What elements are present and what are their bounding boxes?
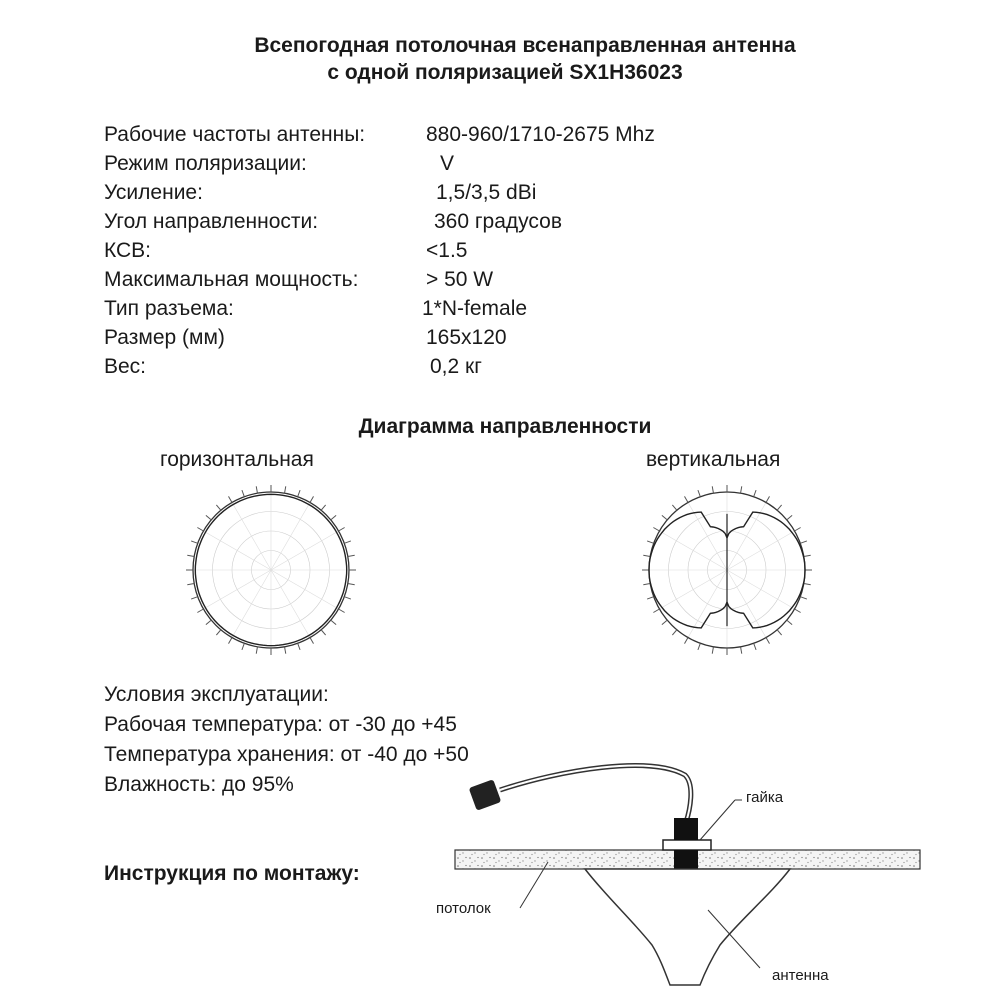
- spec-value: 360 градусов: [434, 210, 562, 233]
- page-subtitle: с одной поляризацией SX1H36023: [327, 61, 683, 84]
- antenna-cable: [500, 766, 691, 822]
- vertical-diagram-label: вертикальная: [646, 448, 781, 471]
- spec-key: Вес:: [104, 355, 147, 378]
- spec-value: 0,2 кг: [430, 355, 482, 378]
- cable-connector: [469, 779, 502, 810]
- spec-key: Угол направленности:: [104, 210, 319, 233]
- horizontal-diagram-label: горизонтальная: [160, 448, 314, 471]
- conditions-heading: Условия эксплуатации:: [104, 683, 329, 706]
- spec-value: > 50 W: [426, 268, 494, 291]
- spec-value: <1.5: [426, 239, 468, 262]
- mounting-nut: [663, 840, 711, 850]
- spec-value: V: [440, 152, 455, 175]
- spec-key: Размер (мм): [104, 326, 225, 349]
- operating-temperature: Рабочая температура: от -30 до +45: [104, 713, 457, 736]
- diagram-title: Диаграмма направленности: [358, 415, 652, 438]
- spec-value: 880-960/1710-2675 Mhz: [426, 123, 655, 146]
- spec-key: Максимальная мощность:: [104, 268, 359, 291]
- antenna-label: антенна: [772, 967, 829, 984]
- spec-key: Тип разъема:: [104, 297, 234, 320]
- spec-value: 1*N-female: [422, 297, 528, 320]
- spec-key: Рабочие частоты антенны:: [104, 123, 366, 146]
- humidity: Влажность: до 95%: [104, 773, 294, 796]
- antenna-stem: [674, 818, 698, 840]
- spec-key: Режим поляризации:: [104, 152, 307, 175]
- spec-value: 165x120: [426, 326, 507, 349]
- mounting-title: Инструкция по монтажу:: [104, 862, 360, 885]
- page-title: Всепогодная потолочная всенаправленная антенна: [254, 34, 796, 57]
- storage-temperature: Температура хранения: от -40 до +50: [104, 743, 469, 766]
- nut-label: гайка: [746, 789, 784, 806]
- ceiling-label: потолок: [436, 900, 491, 917]
- spec-value: 1,5/3,5 dBi: [436, 181, 537, 204]
- spec-key: КСВ:: [104, 239, 152, 262]
- spec-key: Усиление:: [104, 181, 203, 204]
